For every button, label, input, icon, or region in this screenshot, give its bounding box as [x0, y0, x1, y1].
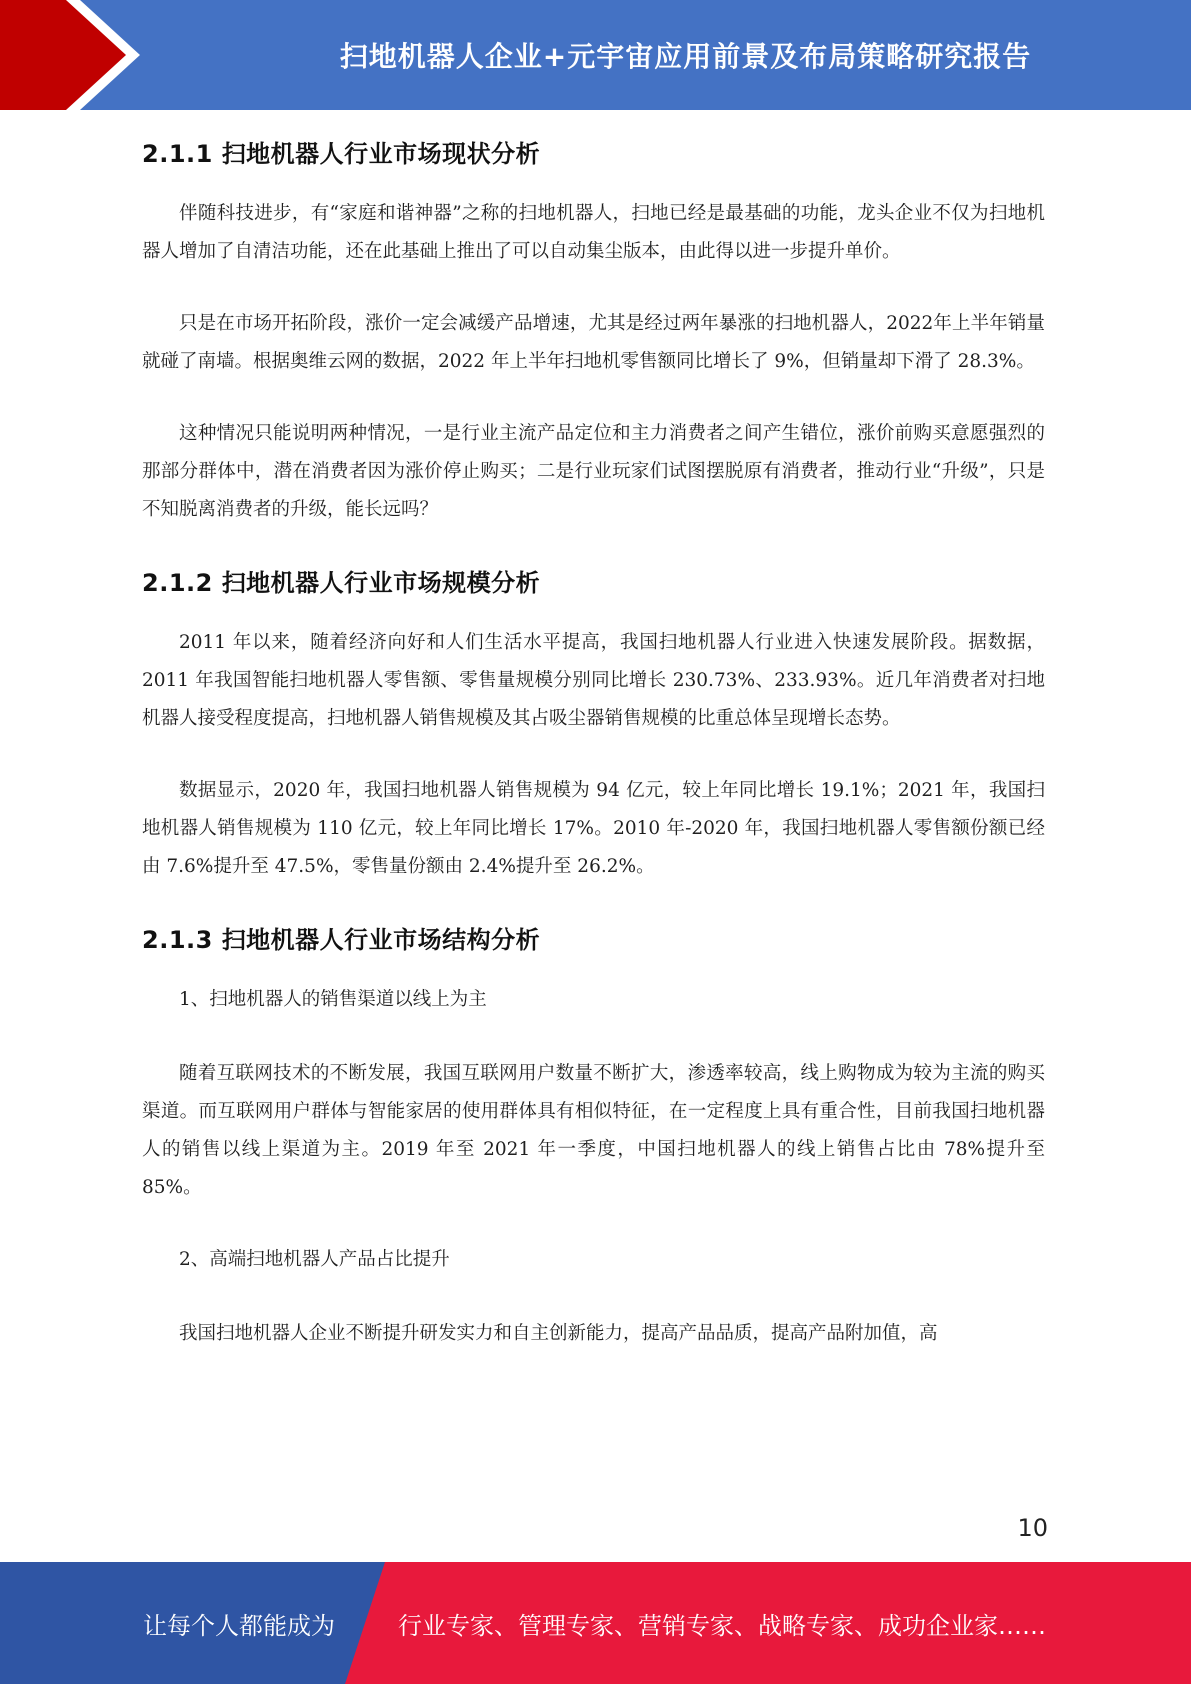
paragraph: 我国扫地机器人企业不断提升研发实力和自主创新能力，提高产品品质，提高产品附加值，高 [179, 1323, 938, 1344]
paragraph: 2011 年以来，随着经济向好和人们生活水平提高，我国扫地机器人行业进入快速发展阶段。据数据，2011 年我国智能扫地机器人零售额、零售量规模分别同比增长 230.73%、233.93%。近几年消费者对扫地机器人接受程度提高，扫地机器人销售规模及其占吸尘器销售规模的比重总体呈现增长态势。 [142, 632, 1045, 729]
footer-banner [0, 1562, 1191, 1684]
section-heading-2-1-1: 2.1.1 扫地机器人行业市场现状分析 [142, 140, 541, 168]
footer-slogan-right: 行业专家、管理专家、营销专家、战略专家、成功企业家…… [398, 1611, 1046, 1640]
paragraph: 这种情况只能说明两种情况，一是行业主流产品定位和主力消费者之间产生错位，涨价前购买意愿强烈的那部分群体中，潜在消费者因为涨价停止购买；二是行业玩家们试图摆脱原有消费者，推动行业“升级”，只是不知脱离消费者的升级，能长远吗？ [142, 423, 1045, 520]
section-heading-2-1-3: 2.1.3 扫地机器人行业市场结构分析 [142, 926, 541, 954]
paragraph: 随着互联网技术的不断发展，我国互联网用户数量不断扩大，渗透率较高，线上购物成为较为主流的购买渠道。而互联网用户群体与智能家居的使用群体具有相似特征，在一定程度上具有重合性，目前我国扫地机器人的销售以线上渠道为主。2019 年至 2021 年一季度，中国扫地机器人的线上销售占比由 78%提升至 85%。 [142, 1063, 1045, 1198]
page-number: 10 [1017, 1514, 1048, 1542]
main-content [142, 118, 1045, 1387]
paragraph: 只是在市场开拓阶段，涨价一定会减缓产品增速，尤其是经过两年暴涨的扫地机器人，2022年上半年销量就碰了南墙。根据奥维云网的数据，2022 年上半年扫地机零售额同比增长了 9%，但销量却下滑了 28.3%。 [142, 313, 1045, 372]
report-title: 扫地机器人企业+元宇宙应用前景及布局策略研究报告 [339, 40, 1032, 73]
list-item: 2、高端扫地机器人产品占比提升 [179, 1249, 450, 1270]
section-heading-2-1-2: 2.1.2 扫地机器人行业市场规模分析 [142, 569, 541, 597]
paragraph: 数据显示，2020 年，我国扫地机器人销售规模为 94 亿元，较上年同比增长 19.1%；2021 年，我国扫地机器人销售规模为 110 亿元，较上年同比增长 17%。2010 年-2020 年，我国扫地机器人零售额份额已经由 7.6%提升至 47.5%，零售量份额由 2.4%提升至 26.2%。 [142, 780, 1045, 877]
list-item: 1、扫地机器人的销售渠道以线上为主 [179, 989, 487, 1010]
red-arrow-decoration [0, 0, 160, 110]
footer-slogan-left: 让每个人都能成为 [143, 1611, 335, 1640]
paragraph: 伴随科技进步，有“家庭和谐神器”之称的扫地机器人，扫地已经是最基础的功能，龙头企业不仅为扫地机器人增加了自清洁功能，还在此基础上推出了可以自动集尘版本，由此得以进一步提升单价。 [142, 203, 1045, 262]
header-banner [0, 0, 1191, 110]
